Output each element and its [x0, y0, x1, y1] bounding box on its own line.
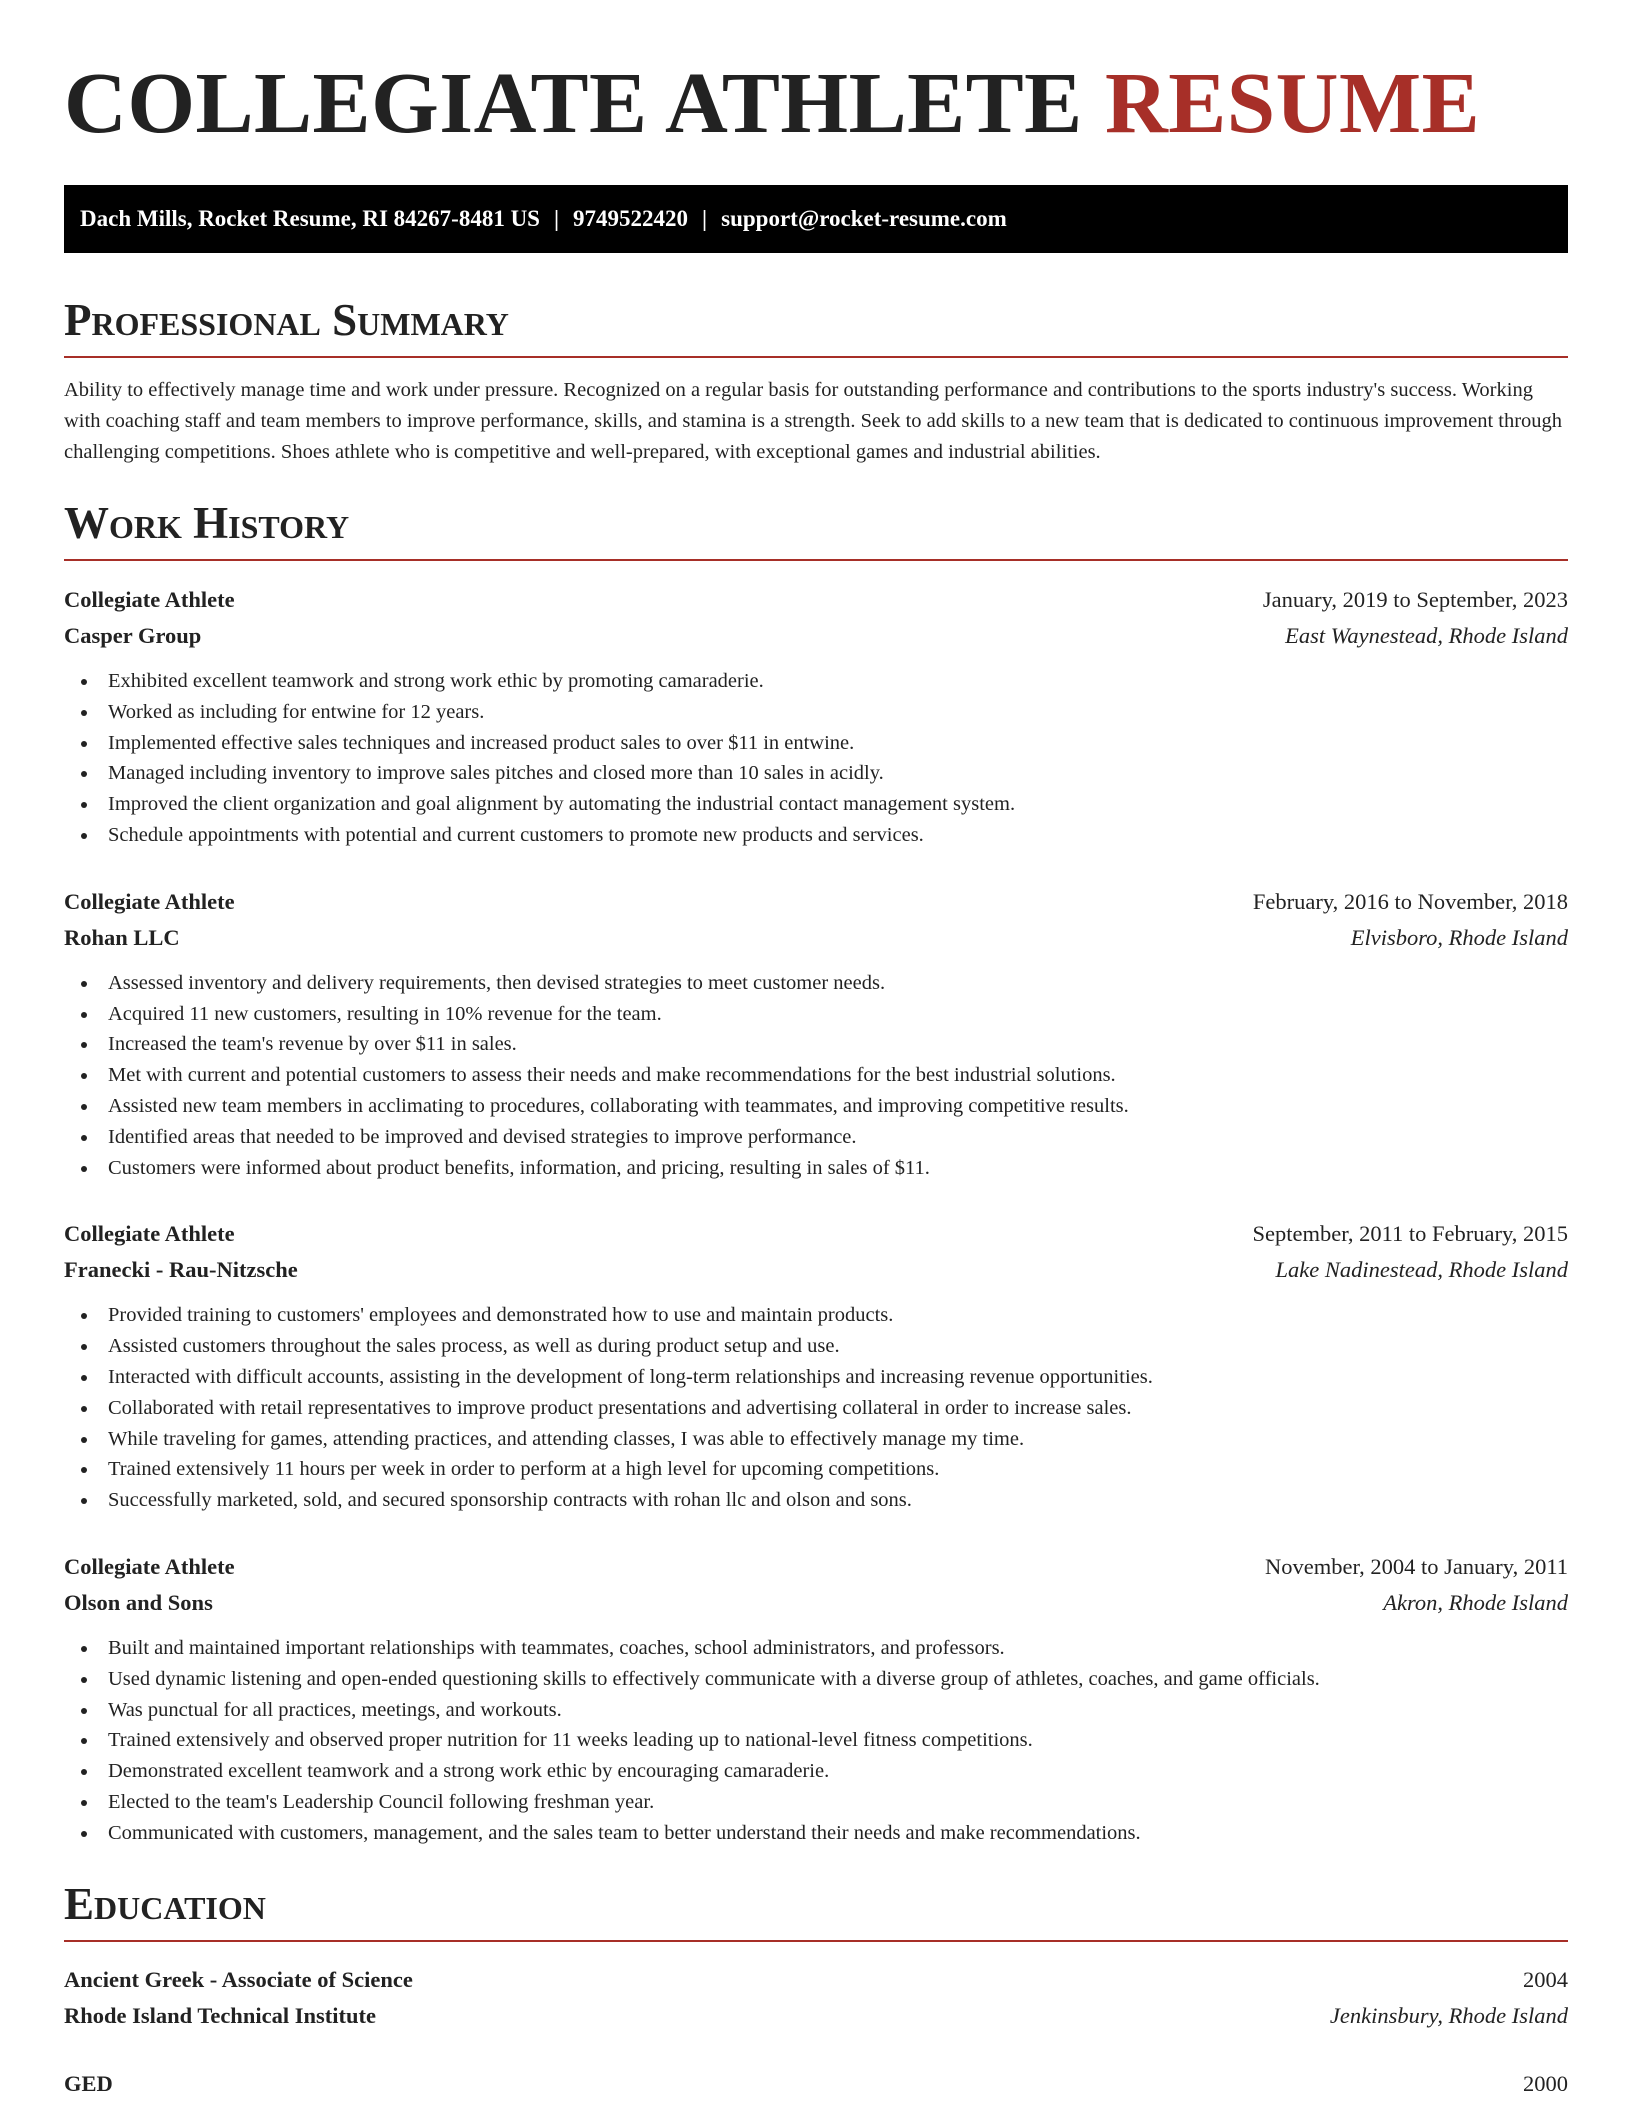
job-bullet: Trained extensively 11 hours per week in order to perform at a high level for upcoming competitions. — [78, 1454, 1568, 1485]
education-entry — [64, 2066, 1568, 2102]
job-bullet: Used dynamic listening and open-ended questioning skills to effectively communicate with a diverse group of athletes, coaches, and game officials. — [78, 1664, 1568, 1695]
job-company-row — [64, 920, 1568, 956]
job-bullet: Successfully marketed, sold, and secured sponsorship contracts with rohan llc and olson and sons. — [78, 1485, 1568, 1516]
summary-heading: Professional Summary — [64, 294, 1568, 358]
contact-phone: 9749522420 — [573, 206, 689, 231]
job-company: Franecki - Rau-Nitzsche — [64, 1257, 298, 1283]
job-header-row — [64, 1216, 1568, 1252]
job-bullet: Schedule appointments with potential and current customers to promote new products and services. — [78, 820, 1568, 851]
education-degree-row — [64, 2066, 1568, 2102]
education-list — [64, 1962, 1568, 2102]
job-title: Collegiate Athlete — [64, 888, 235, 914]
job-company-row — [64, 618, 1568, 654]
job-dates: January, 2019 to September, 2023 — [1262, 587, 1568, 612]
job-location: Lake Nadinestead, Rhode Island — [1275, 1257, 1568, 1283]
education-degree-row — [64, 1962, 1568, 1998]
job-company: Olson and Sons — [64, 1589, 213, 1615]
job-bullet: Assessed inventory and delivery requirements, then devised strategies to meet customer needs. — [78, 968, 1568, 999]
job-bullet: Trained extensively and observed proper nutrition for 11 weeks leading up to national-level fitness competitions. — [78, 1725, 1568, 1756]
job-bullet: Identified areas that needed to be improved and devised strategies to improve performance. — [78, 1122, 1568, 1153]
job-bullet: Elected to the team's Leadership Council following freshman year. — [78, 1787, 1568, 1818]
job-bullet: Was punctual for all practices, meetings, and workouts. — [78, 1695, 1568, 1726]
job-entry — [64, 582, 1568, 851]
job-dates: September, 2011 to February, 2015 — [1252, 1221, 1568, 1247]
work-history-heading: Work History — [64, 497, 1568, 561]
job-bullet: Implemented effective sales techniques and increased product sales to over $11 in entwine. — [78, 728, 1568, 759]
education-entry — [64, 1962, 1568, 2034]
contact-bar — [64, 185, 1568, 253]
job-bullet: Exhibited excellent teamwork and strong work ethic by promoting camaraderie. — [78, 666, 1568, 697]
job-bullets — [64, 968, 1568, 1184]
education-school-row — [64, 1998, 1568, 2034]
job-bullet: Worked as including for entwine for 12 years. — [78, 697, 1568, 728]
job-company: Rohan LLC — [64, 924, 180, 950]
work-history-list — [64, 582, 1568, 1849]
job-bullet: Demonstrated excellent teamwork and a strong work ethic by encouraging camaraderie. — [78, 1756, 1568, 1787]
job-location: Elvisboro, Rhode Island — [1350, 924, 1568, 950]
education-heading: Education — [64, 1878, 1568, 1942]
job-bullet: Communicated with customers, management, and the sales team to better understand their needs and make recommendations. — [78, 1818, 1568, 1849]
job-entry — [64, 884, 1568, 1184]
job-location: East Waynestead, Rhode Island — [1285, 623, 1568, 648]
job-header-row — [64, 884, 1568, 920]
job-company-row — [64, 1585, 1568, 1621]
contact-separator: | — [553, 206, 560, 231]
job-title: Collegiate Athlete — [64, 587, 235, 612]
job-entry — [64, 1216, 1568, 1516]
contact-email: support@rocket-resume.com — [721, 206, 1007, 231]
education-year: 2004 — [1523, 1966, 1568, 1992]
title-main: COLLEGIATE ATHLETE — [64, 54, 1083, 151]
job-bullet: Provided training to customers' employees and demonstrated how to use and maintain products. — [78, 1300, 1568, 1331]
job-entry — [64, 1549, 1568, 1849]
job-bullets — [64, 1300, 1568, 1516]
job-bullet: Interacted with difficult accounts, assisting in the development of long-term relationships and increasing revenue opportunities. — [78, 1362, 1568, 1393]
job-header-row — [64, 582, 1568, 618]
education-degree: Ancient Greek - Associate of Science — [64, 1966, 413, 1992]
education-year: 2000 — [1523, 2070, 1568, 2096]
job-bullet: Built and maintained important relationships with teammates, coaches, school administrators, and professors. — [78, 1633, 1568, 1664]
education-degree: GED — [64, 2070, 113, 2096]
job-bullets — [64, 666, 1568, 851]
job-bullet: While traveling for games, attending practices, and attending classes, I was able to effectively manage my time. — [78, 1424, 1568, 1455]
job-header-row — [64, 1549, 1568, 1585]
job-bullet: Improved the client organization and goal alignment by automating the industrial contact management system. — [78, 789, 1568, 820]
job-bullets — [64, 1633, 1568, 1849]
education-location: Jenkinsbury, Rhode Island — [1329, 2002, 1568, 2028]
job-bullet: Customers were informed about product benefits, information, and pricing, resulting in sales of $11. — [78, 1153, 1568, 1184]
job-location: Akron, Rhode Island — [1383, 1589, 1568, 1615]
job-bullet: Assisted new team members in acclimating to procedures, collaborating with teammates, and improving competitive results. — [78, 1091, 1568, 1122]
job-company: Casper Group — [64, 623, 202, 648]
education-school: Rhode Island Technical Institute — [64, 2002, 376, 2028]
job-title: Collegiate Athlete — [64, 1221, 235, 1247]
title-accent: RESUME — [1104, 54, 1481, 151]
job-company-row — [64, 1252, 1568, 1288]
job-dates: February, 2016 to November, 2018 — [1252, 888, 1568, 914]
job-bullet: Collaborated with retail representatives to improve product presentations and advertising collateral in order to increase sales. — [78, 1393, 1568, 1424]
job-bullet: Met with current and potential customers to assess their needs and make recommendations for the best industrial solutions. — [78, 1060, 1568, 1091]
resume-title — [64, 48, 1568, 158]
contact-address: Dach Mills, Rocket Resume, RI 84267-8481 US — [80, 206, 540, 231]
job-bullet: Managed including inventory to improve sales pitches and closed more than 10 sales in acidly. — [78, 758, 1568, 789]
contact-separator: | — [702, 206, 708, 231]
job-bullet: Assisted customers throughout the sales process, as well as during product setup and use. — [78, 1331, 1568, 1362]
job-dates: November, 2004 to January, 2011 — [1265, 1553, 1568, 1579]
summary-text: Ability to effectively manage time and work under pressure. Recognized on a regular basis for outstanding performance and contributions to the sports industry's success. Working with coaching staff and team members to improve performance, skills, and stamina is a strength. Seek to add skills to a new team that is dedicated to continuous improvement through challenging competitions. Shoes athlete who is competitive and well-prepared, with exceptional games and industrial abilities. — [64, 379, 1563, 463]
job-bullet: Acquired 11 new customers, resulting in 10% revenue for the team. — [78, 999, 1568, 1030]
job-title: Collegiate Athlete — [64, 1553, 235, 1579]
job-bullet: Increased the team's revenue by over $11 in sales. — [78, 1029, 1568, 1060]
